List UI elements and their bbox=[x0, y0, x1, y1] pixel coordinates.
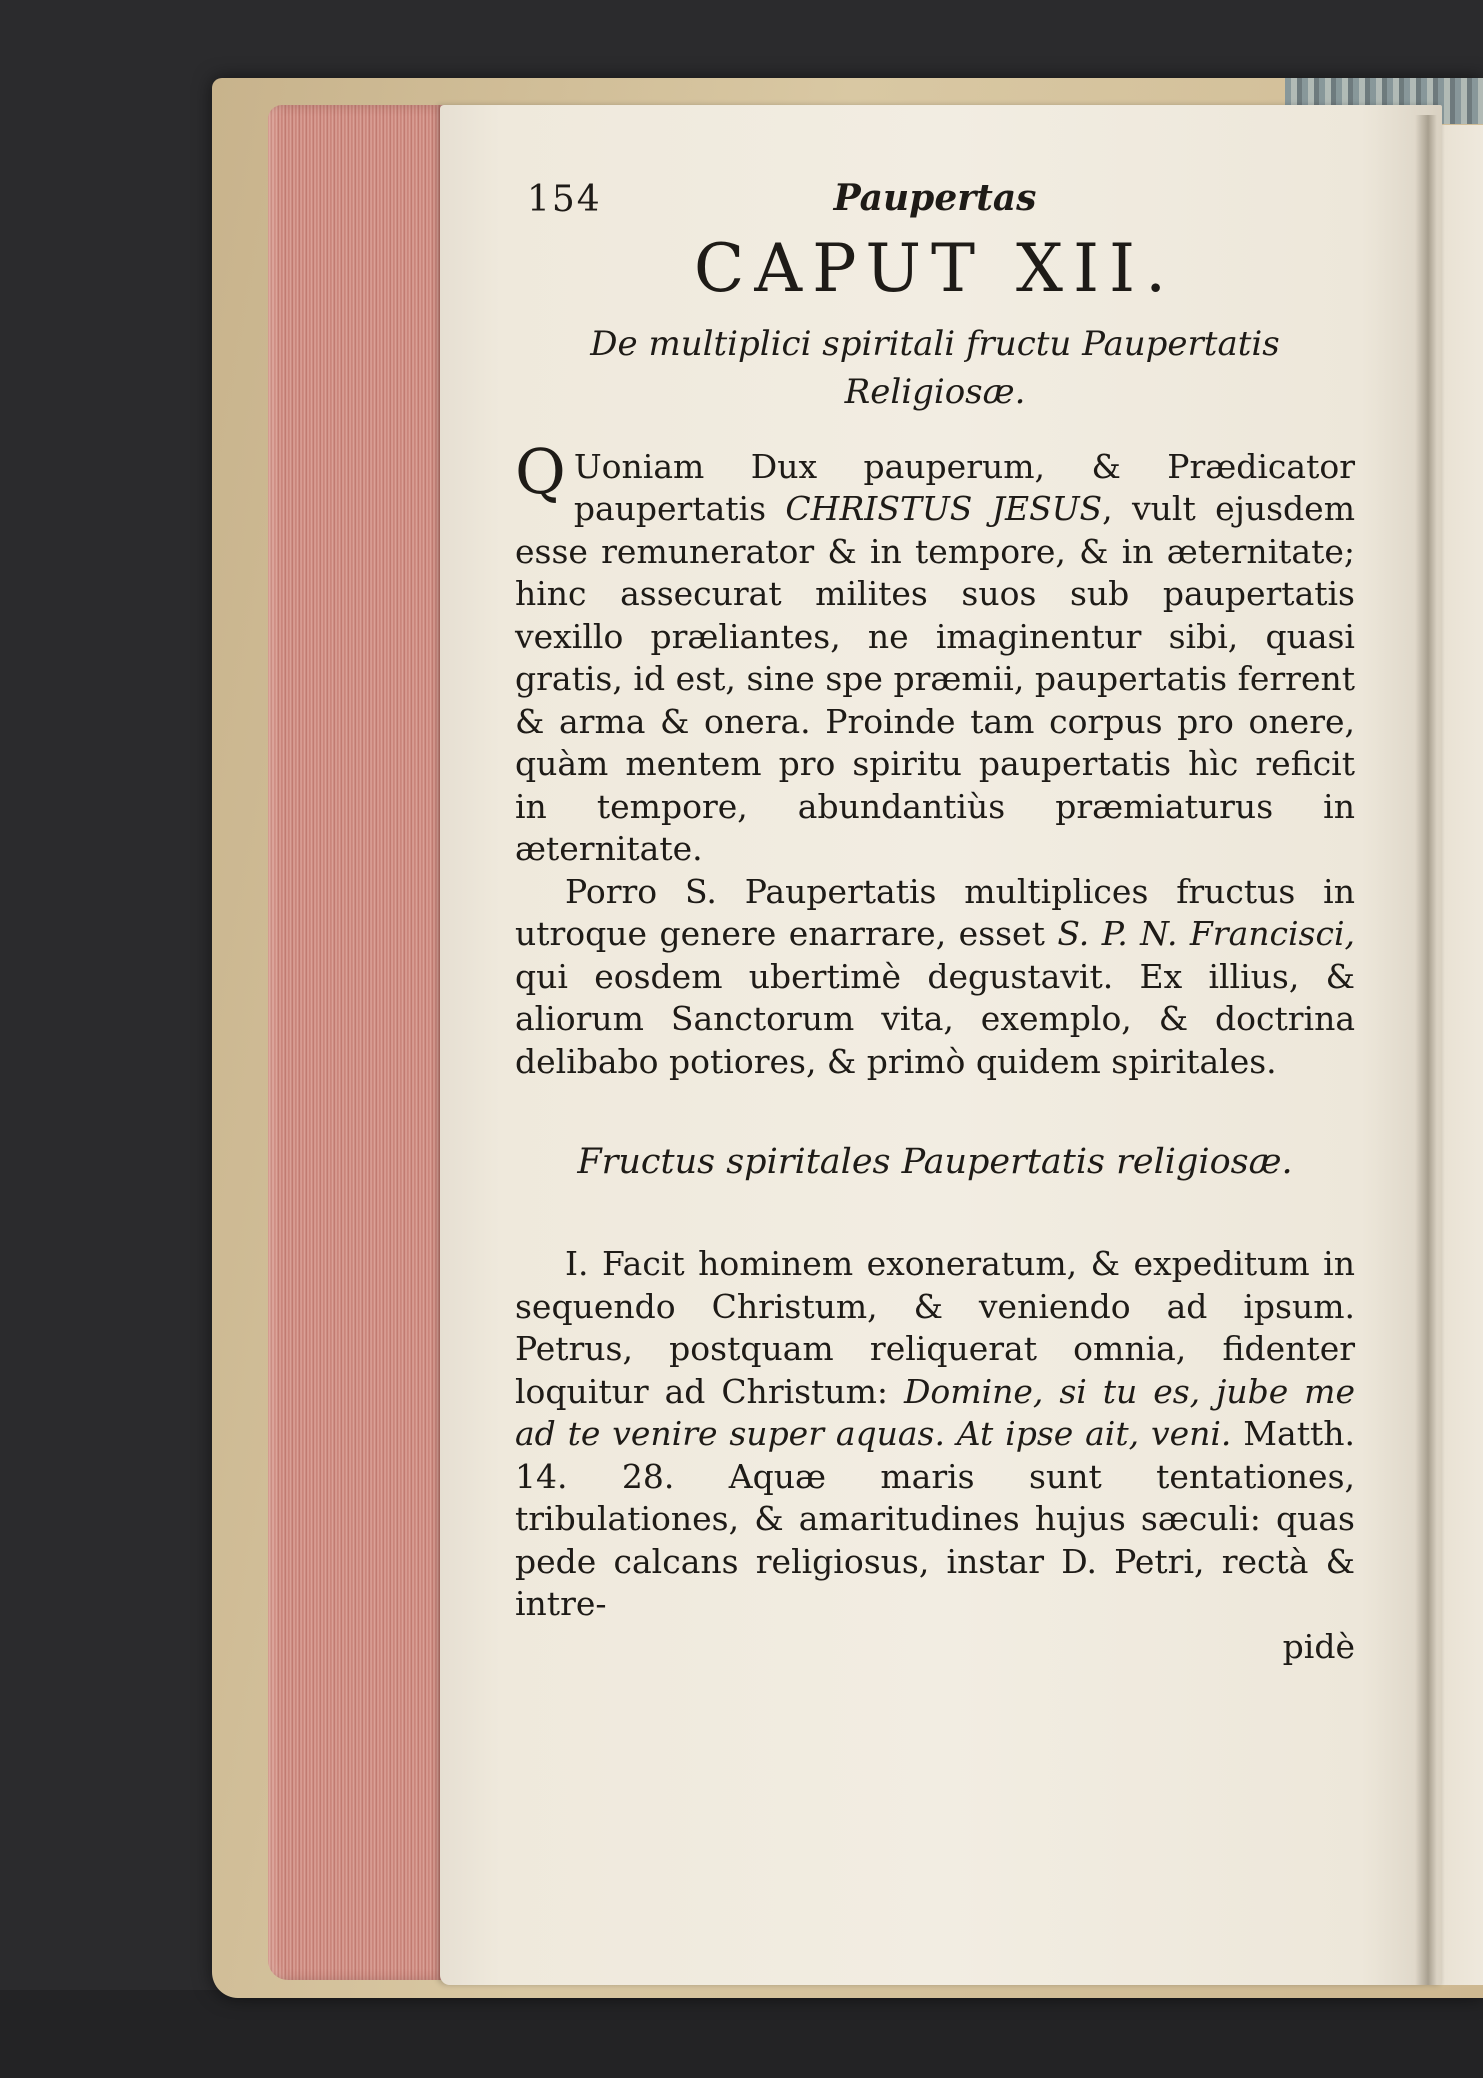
paragraph-2-text-b: qui eosdem ubertimè degustavit. Ex illius, & aliorum Sanctorum vita, exemplo, & doctrina delibabo potiores, & primò quidem spiritales. bbox=[515, 956, 1355, 1081]
paragraph-1 bbox=[515, 434, 1355, 871]
paragraph-1-text-b: , vult ejusdem esse remunerator & in tempore, & in æternitate; hinc assecurat milites suos sub paupertatis vexillo præliantes, ne imaginentur sibi, quasi gratis, id est, sine spe præmii, paupertatis ferrent & arma & onera. Proinde tam corpus pro onere, quàm mentem pro spiritu paupertatis hìc reficit in tempore, abundantiùs præmiaturus in æternitate. bbox=[515, 489, 1355, 869]
chapter-title: CAPUT XII. bbox=[693, 230, 1177, 307]
paragraph-2-name: S. P. N. Francisci, bbox=[1057, 914, 1355, 954]
catchword: pidè bbox=[1282, 1626, 1355, 1666]
backdrop bbox=[0, 1990, 1483, 2078]
drop-cap: Q bbox=[515, 434, 566, 508]
paragraph-1-name: CHRISTUS JESUS bbox=[785, 489, 1103, 529]
paragraph-2 bbox=[515, 871, 1355, 1084]
paragraph-3-text-b: Matth. 14. 28. Aquæ maris sunt tentationes, tribulationes, & amaritudines hujus sæculi: quas pede calcans religiosus, instar D. Petri, rectà & intre- bbox=[515, 1414, 1355, 1624]
paragraph-1-text-a: Uoniam Dux pauperum, & Prædicator paupertatis bbox=[573, 446, 1355, 529]
paragraph-3-quote: Domine, si tu es, jube me ad te venire super aquas. At ipse ait, veni. bbox=[515, 1371, 1355, 1454]
running-head bbox=[515, 165, 1355, 225]
page-number: 154 bbox=[527, 179, 602, 220]
chapter-subtitle: De multiplici spiritali fructu Paupertatis Religiosæ. bbox=[590, 323, 1280, 412]
page-edges-red bbox=[268, 105, 454, 1980]
paragraph-3-text-a: I. Facit hominem exoneratum, & expeditum in sequendo Christum, & veniendo ad ipsum. Petrus, postquam reliquerat omnia, fidenter loquitur ad Christum: bbox=[515, 1244, 1355, 1411]
paragraph-3 bbox=[515, 1243, 1355, 1626]
page-gutter bbox=[1415, 115, 1437, 1985]
section-heading: Fructus spiritales Paupertatis religiosæ. bbox=[577, 1142, 1293, 1183]
running-title: Paupertas bbox=[833, 177, 1037, 219]
page-text-block bbox=[515, 165, 1355, 1668]
paragraph-2-text-a: Porro S. Paupertatis multiplices fructus in utroque genere enarrare, esset bbox=[515, 871, 1355, 954]
